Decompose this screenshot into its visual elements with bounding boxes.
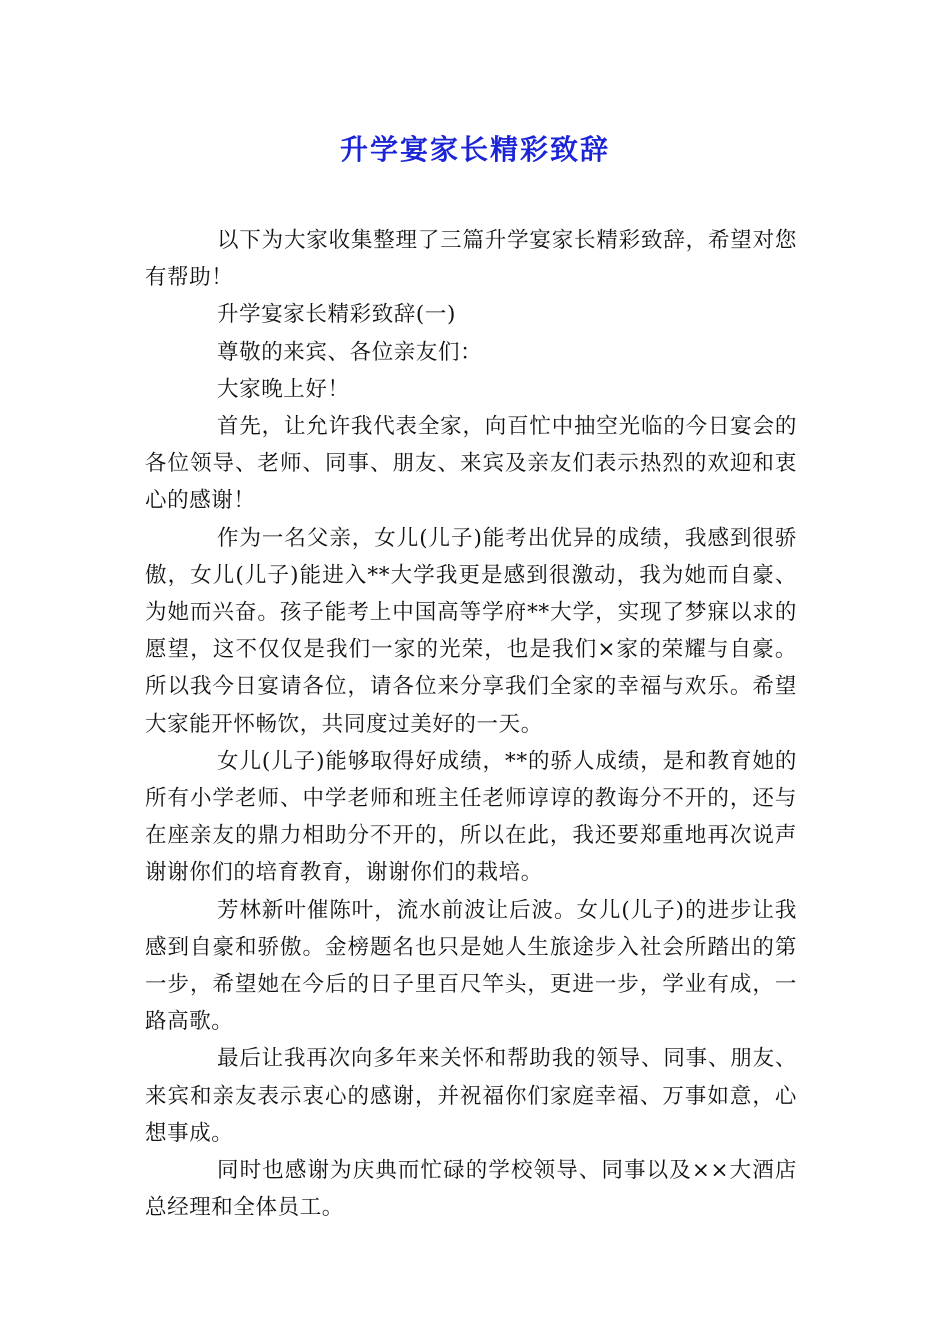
paragraph-hotel-thanks: 同时也感谢为庆典而忙碌的学校领导、同事以及××大酒店总经理和全体员工。 bbox=[145, 1158, 797, 1221]
paragraph-section-heading: 升学宴家长精彩致辞(一) bbox=[217, 302, 456, 328]
paragraph-father-pride: 作为一名父亲，女儿(儿子)能考出优异的成绩，我感到很骄傲，女儿(儿子)能进入**大学我更是感到很激动，我为她而自豪、为她而兴奋。孩子能考上中国高等学府**大学，实现了梦寐以求的愿望，这不仅仅是我们一家的光荣，也是我们×家的荣耀与自豪。所以我今日宴请各位，请各位来分享我们全家的幸福与欢乐。希望大家能开怀畅饮，共同度过美好的一天。 bbox=[145, 525, 797, 737]
paragraph-greeting: 大家晚上好！ bbox=[217, 376, 350, 402]
paragraph-thanks-teachers: 女儿(儿子)能够取得好成绩，**的骄人成绩，是和教育她的所有小学老师、中学老师和班主任老师谆谆的教诲分不开的，还与在座亲友的鼎力相助分不开的，所以在此，我还要郑重地再次说声谢谢你们的培育教育，谢谢你们的栽培。 bbox=[145, 748, 797, 886]
paragraph-final-thanks: 最后让我再次向多年来关怀和帮助我的领导、同事、朋友、来宾和亲友表示衷心的感谢，并祝福你们家庭幸福、万事如意，心想事成。 bbox=[145, 1046, 797, 1146]
paragraph-welcome: 首先，让允许我代表全家，向百忙中抽空光临的今日宴会的各位领导、老师、同事、朋友、来宾及亲友们表示热烈的欢迎和衷心的感谢！ bbox=[145, 414, 797, 514]
document-body bbox=[145, 222, 797, 1226]
paragraph-intro: 以下为大家收集整理了三篇升学宴家长精彩致辞，希望对您有帮助！ bbox=[145, 228, 797, 291]
document-title: 升学宴家长精彩致辞 bbox=[339, 133, 610, 166]
paragraph-salutation: 尊敬的来宾、各位亲友们： bbox=[217, 339, 483, 365]
paragraph-wishes: 芳林新叶催陈叶，流水前波让后波。女儿(儿子)的进步让我感到自豪和骄傲。金榜题名也只是她人生旅途步入社会所踏出的第一步，希望她在今后的日子里百尺竿头，更进一步，学业有成，一路高歌。 bbox=[145, 897, 797, 1035]
